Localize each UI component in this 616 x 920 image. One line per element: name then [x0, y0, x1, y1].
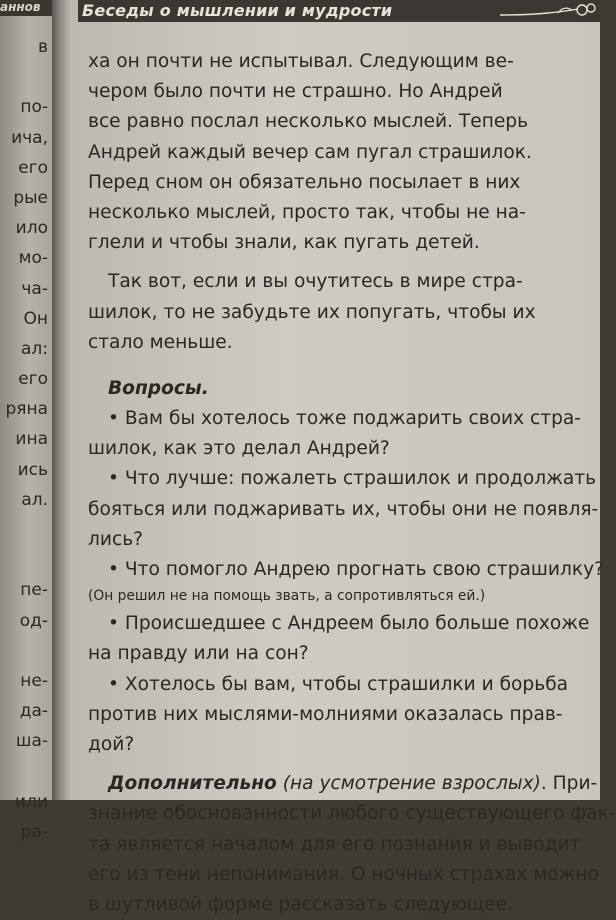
previous-page-fragment: ча-	[21, 278, 48, 299]
text-line: шилок, то не забудьте их попугать, чтобы их	[88, 301, 536, 323]
question-line: • Что лучше: пожалеть страшилок и продолжать	[88, 464, 588, 494]
question-item	[88, 609, 588, 669]
question-line: дой?	[88, 733, 135, 755]
previous-page-fragment	[0, 636, 52, 666]
previous-page-fragment	[0, 62, 52, 92]
text-line: стало меньше.	[88, 331, 233, 353]
additional-note: (на усмотрение взрослых)	[282, 773, 541, 795]
question-item	[88, 404, 588, 464]
question-line: шилок, как это делал Андрей?	[88, 438, 390, 460]
previous-page-fragment: ина	[15, 429, 48, 450]
previous-page-fragment	[0, 515, 52, 545]
text-line: чером было почти не страшно. Но Андрей	[88, 81, 503, 103]
previous-page-fragment: ша-	[15, 731, 48, 752]
text-line: Перед сном он обязательно посылает в них	[88, 171, 521, 193]
question-item	[88, 464, 599, 555]
previous-page-edge	[0, 0, 52, 842]
text-line: все равно послал несколько мыслей. Теперь	[88, 111, 529, 133]
previous-page-fragment: не-	[20, 670, 48, 691]
previous-page-fragment: од-	[19, 610, 48, 631]
text-line: в шутливой форме рассказать следующее.	[88, 893, 514, 915]
previous-page-fragment: его	[18, 369, 48, 390]
questions-heading: Вопросы.	[108, 377, 209, 399]
question-line: против них мыслями-молниями оказалась прав-	[88, 703, 563, 725]
text-line: Андрей каждый вечер сам пугал страшилок.	[88, 141, 532, 163]
previous-page-fragment	[0, 545, 52, 575]
previous-page-text-fragments	[0, 32, 52, 847]
question-line: бояться или поджаривать их, чтобы они не появля-	[88, 498, 599, 520]
text-line: знание обоснованности любого существующего фак-	[88, 803, 616, 825]
text-line: глели и чтобы знали, как пугать детей.	[88, 232, 480, 254]
previous-page-fragment: в	[37, 37, 48, 57]
previous-page-fragment: по-	[20, 97, 48, 118]
previous-page-fragment: мо-	[18, 248, 48, 269]
page-content	[88, 47, 616, 920]
book-page	[70, 0, 616, 915]
running-head	[78, 0, 600, 22]
question-line: лись?	[88, 528, 144, 550]
paragraph-story-end	[88, 47, 588, 258]
questions-list	[88, 404, 604, 760]
question-line: • Происшедшее с Андреем было больше похоже	[88, 609, 588, 639]
text-line: Так вот, если и вы очутитесь в мире стра-	[108, 271, 523, 293]
previous-page-fragment: Он	[23, 308, 48, 329]
previous-page-fragment: да-	[19, 701, 48, 722]
book-gutter	[52, 0, 70, 800]
question-line: на правду или на сон?	[88, 643, 309, 665]
previous-page-fragment: ись	[17, 459, 48, 480]
previous-page-fragment: ича,	[11, 127, 48, 148]
previous-page-fragment: пе-	[20, 580, 48, 601]
additional-tail: . При-	[540, 773, 598, 795]
previous-page-fragment: его	[18, 157, 48, 178]
previous-page-fragment: ал.	[21, 489, 48, 510]
question-line: • Вам бы хотелось тоже поджарить своих стра-	[88, 404, 588, 434]
previous-page-fragment: ило	[15, 218, 48, 239]
additional-first-line	[88, 769, 598, 799]
previous-page-fragment: ра-	[20, 821, 48, 842]
previous-page-fragment: рые	[13, 187, 48, 208]
additional-label: Дополнительно	[108, 773, 277, 795]
text-line: ха он почти не испытывал. Следующим ве-	[88, 51, 514, 72]
previous-page-fragment: ал:	[20, 338, 48, 359]
previous-page-fragment: или	[15, 791, 48, 812]
text-line: та является началом для его познания и выводит	[88, 833, 581, 855]
question-line: • Что помогло Андрею прогнать свою страшилку?	[88, 555, 588, 585]
previous-page-fragment: ряна	[5, 399, 48, 420]
previous-page-fragment	[0, 757, 52, 787]
paragraph-moral	[88, 267, 588, 358]
text-line: несколько мыслей, просто так, чтобы не на-	[88, 201, 526, 223]
previous-page-head-fragment: аннов	[0, 0, 41, 14]
question-line: • Хотелось бы вам, чтобы страшилки и борьба	[88, 670, 588, 700]
question-item	[88, 670, 588, 761]
running-head-title: Беседы о мышлении и мудрости	[82, 1, 393, 20]
question-item	[88, 555, 604, 609]
text-line: его из тени непонимания. О ночных страхах можно	[88, 863, 599, 885]
answer-note: (Он решил не на помощь звать, а сопротивляться ей.)	[88, 588, 486, 605]
ornament-icon	[498, 1, 598, 21]
paragraph-additional	[88, 769, 616, 920]
